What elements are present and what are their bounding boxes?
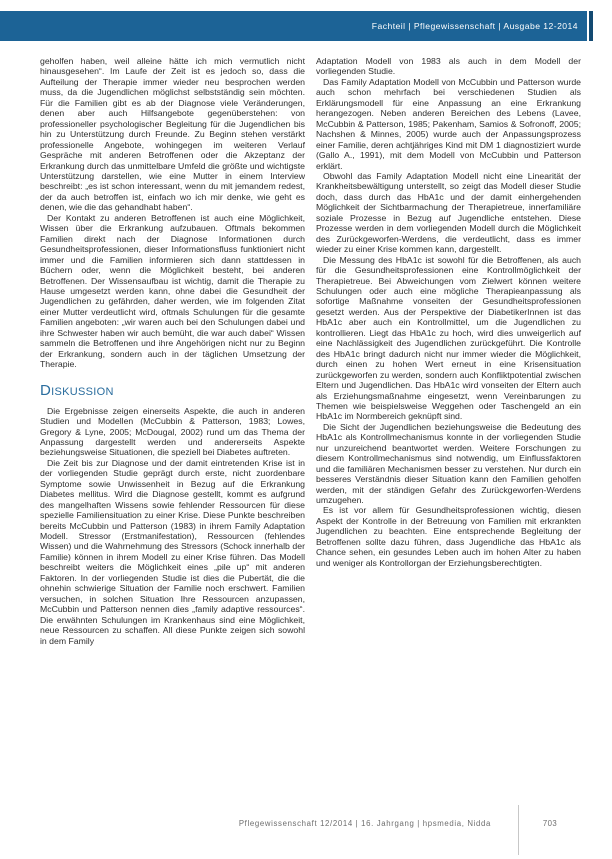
paragraph: Die Messung des HbA1c ist sowohl für die Betroffenen, als auch für die Gesundheitsprofessionen eine Kontrollmöglichkeit der Therapietreue. Bei Abweichungen vom Zielwert können weitere Schulungen oder auch eine mögliche Therapieanpassung als sofortige Maßnahme vonseiten der Gesundheitsprofessionen gesetzt werden. Aus der Perspektive der DiabetikerInnen ist das HbA1c aber auch ein Kontrollmittel, um die Jugendlichen zu kontrollieren. Liegt das HbA1c zu hoch, wird dies unweigerlich auf eine Nachlässigkeit des Jugendlichen zurückgeführt. Die Kontrolle des HbA1c bringt dadurch nicht nur immer wieder die Möglichkeit, durch einen zu hohen Wert erneut in eine Krisensituation zurückgeworfen zu werden, sondern auch Konfliktpotential zwischen Eltern und Jugendlichen. Das HbA1c wird vonseiten der Eltern auch als Erziehungsmaßnahme eingesetzt, wenn Vereinbarungen zu Themen wie beispielsweise Weggehen oder Taschengeld an ein HbA1c im Normbereich geknüpft sind. — [316, 254, 581, 422]
paragraph: Die Ergebnisse zeigen einerseits Aspekte, die auch in anderen Studien und Modellen (McCubbin & Patterson, 1983; Lowes, Gregory & Lyne, 2005; McDougal, 2002) rund um das Thema der Anpassung dargestellt werden und andererseits Aspekte beziehungsweise Situationen, die speziell bei Diabetes auftreten. — [40, 405, 305, 458]
left-column — [40, 56, 305, 646]
header-bar — [0, 11, 587, 41]
page-header — [0, 11, 593, 41]
paragraph: Der Kontakt zu anderen Betroffenen ist auch eine Möglichkeit, Wissen über die Erkrankung aufzubauen. Oftmals bekommen Familien direkt nach der Diagnose Informationen durch Gesundheitsprofessionen, dieser Informationsfluss funktioniert nicht immer und die Familien informieren sich dann stattdessen in Büchern oder, wenn die Möglichkeit besteht, bei anderen Betroffenen. Der Wissensaufbau ist wichtig, damit die Therapie zu Hause umgesetzt werden kann, ohne dabei die Gesundheit der Jugendlichen zu gefährden, daher werden, wie im folgenden Zitat einer Mutter verdeutlicht wird, oftmals Schulungen für die gesamte Familien angeboten: „wir waren auch bei den Schulungen dabei und ihre Schwester haben wir auch bemüht, die war auch dabei“ Wissen sammeln die Betroffenen und ihre Angehörigen nicht nur zu Beginn der Erkrankung, sondern auch in der täglichen Umsetzung der Therapie. — [40, 212, 305, 370]
paragraph: Das Family Adaptation Modell von McCubbin und Patterson wurde auch schon mehrfach bei verschiedenen Studien als Erklärungsmodell für eine Anpassung an eine Erkrankung herangezogen. Neben anderen Bereichen des Lebens (Lavee, McCubbin & Patterson, 1985; Pakenham, Samios & Sofronoff, 2005; Nachshen & Minnes, 2005) wurde auch der Anpassungsprozess einer Familie, deren achtjähriges Kind mit DM 1 diagnostiziert wurde (Gallo A., 1991), mit dem Modell von McCubbin und Patterson erklärt. — [316, 76, 581, 171]
header-text: Fachteil | Pflegewissenschaft | Ausgabe 12-2014 — [371, 21, 578, 31]
page-number: 703 — [542, 819, 558, 828]
section-heading: Diskussion — [40, 381, 114, 399]
page-footer — [239, 805, 581, 855]
paragraph: Die Sicht der Jugendlichen beziehungsweise die Bedeutung des HbA1c als Kontrollmechanismus konnte in der vorliegenden Studie nur unzureichend beantwortet werden. Weitere Forschungen zu diesem Kontrollmechanismus sind notwendig, um Einflussfaktoren und die familiären Mechanismen besser zu verstehen. Nur durch ein besseres Verständnis dieser Situation kann den Familien geholfen werden, mit der ständigen Gefahr des Zurückgeworfen-Werdens umzugehen. — [316, 421, 581, 506]
paragraph: Die Zeit bis zur Diagnose und der damit eintretenden Krise ist in der vorliegenden Studie geprägt durch erste, nicht zuordenbare Symptome sowie Unwissenheit in Bezug auf die Erkrankung Diabetes mellitus. Wird die Diagnose gestellt, kommt es aufgrund des mangelhaften Wissens sowie fehlender Ressourcen für diese spezielle Familiensituation zu einer Krise. Diese Punkte beschreiben bereits McCubbin und Patterson (1983) in ihrem Family Adaptation Modell. Stressor (Erstmanifestation), Ressourcen (fehlendes Wissen) und die Wahrnehmung des Stressors (Schock innerhalb der Familie) können in ihrem Modell zu einer Krise führen. Das Modell beschreibt weiters die Möglichkeit eines „pile up“ mit anderen Faktoren. In der vorliegenden Studie ist dies die Pubertät, die die ohnehin schwierige Situation der Familie noch erschwert. Familien versuchen, in solchen Situation Ihre Ressourcen anzupassen, McCubbin und Patterson nennen dies „family adaptive ressources“. Die erwähnten Schulungen im Krankenhaus sind eine Möglichkeit, neue Ressourcen zu schaffen. All diese Punkte zeigen sich sowohl in dem Family — [40, 457, 305, 646]
paragraph: Es ist vor allem für Gesundheitsprofessionen wichtig, diesen Aspekt der Kontrolle in der Betreuung von Familien mit erkrankten Jugendlichen zu beachten. Eine entsprechende Begleitung der Betroffenen sollte dazu führen, dass Jugendliche das HbA1c als Chance sehen, ein gesundes Leben auch im hohen Alter zu haben und weniger als Kontrollorgan der Erziehungsberechtigten. — [316, 505, 581, 568]
paragraph: Obwohl das Family Adaptation Modell nicht eine Linearität der Krankheitsbewältigung unterstellt, so zeigt das Modell dieser Studie doch, dass durch das HbA1c und der damit einhergehenden Möglichkeit der Sichtbarmachung der Therapietreue, innerfamiliäre soziale Prozesse in Bezug auf Jugendliche entstehen. Diese Prozesse werden in dem vorliegenden Modell durch die Möglichkeit des Zurückgeworfen-Werdens, die verdeutlicht, dass es immer wieder zu einer Krise kommen kann, dargestellt. — [316, 170, 581, 255]
footer-journal-line: Pflegewissenschaft 12/2014 | 16. Jahrgang | hpsmedia, Nidda — [238, 819, 491, 828]
paragraph: Adaptation Modell von 1983 als auch in dem Modell der vorliegenden Studie. — [316, 56, 581, 77]
paragraph: geholfen haben, weil alleine hätte ich mich vermutlich nicht hinausgesehen“. Im Laufe der Zeit ist es jedoch so, dass die Aufteilung der Therapie immer wieder neu besprochen werden muss, da die Jugendlichen möglichst selbstständig sein möchten. Für die Familien gibt es ab der Diagnose viele Veränderungen, denen aber auch Hilfsangebote gegenüberstehen: von professioneller psychologischer Begleitung für die Jugendlichen bis hin zu Unterstützung durch Freunde. Zu Beginn stehen verstärkt professionelle Angebote, wohingegen im weiteren Verlauf Gespräche mit anderen Betroffenen oder die Akzeptanz der Erkrankung durch das unmittelbare Umfeld die größte und wichtigste Unterstützung darstellen, wie eine Mutter in einem Interview beschreibt: „es ist schon interessant, wenn du mit jemandem redest, der da auch betroffen ist, einfach wo ich mir denke, wie geht es denen, wie die das gehandhabt haben“. — [40, 56, 305, 213]
right-column — [316, 56, 581, 646]
header-accent-strip — [589, 11, 593, 41]
article-body — [40, 56, 581, 646]
